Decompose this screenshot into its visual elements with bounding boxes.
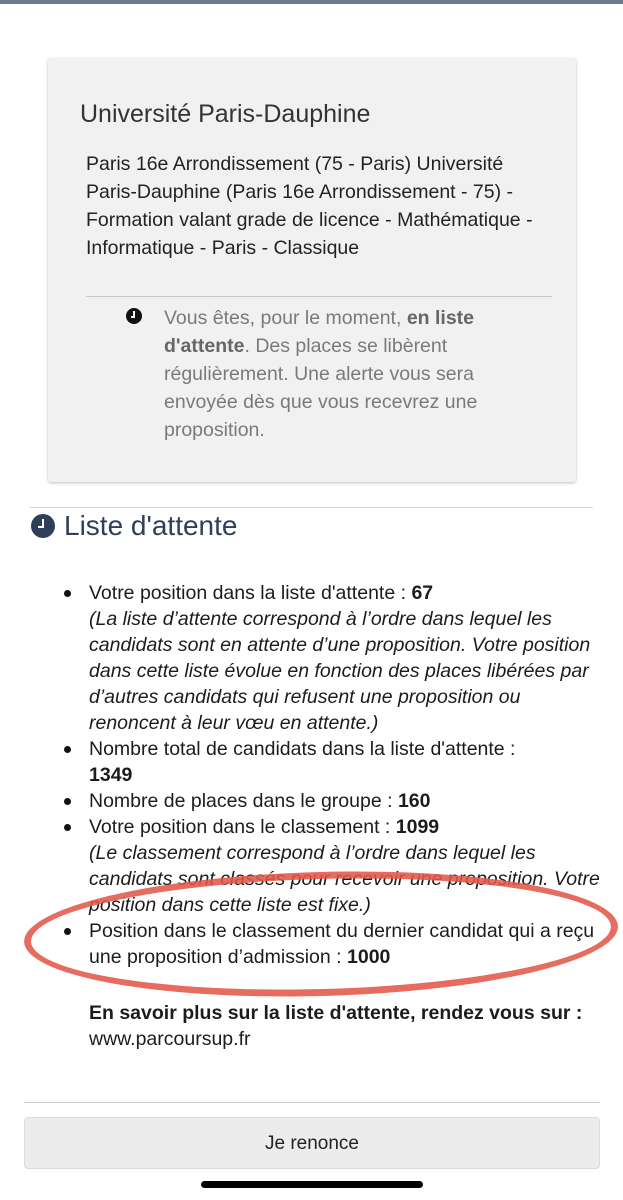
item-note: (La liste d’attente correspond à l’ordre dans lequel les candidats sont en attente d’une proposition. Votre position dans cette liste évolue en fonction des places libérées par d’autres candidats qui refusent une proposition ou renoncent à leur vœu en attente.) <box>89 608 591 734</box>
list-item <box>64 788 604 814</box>
item-value: 160 <box>397 790 431 812</box>
more-info <box>89 1000 589 1052</box>
bullet-icon <box>64 746 71 753</box>
bottom-divider <box>24 1102 600 1103</box>
bullet-icon <box>64 798 71 805</box>
parcoursup-link[interactable]: www.parcoursup.fr <box>89 1028 251 1050</box>
status-text-bold: en liste d'attente <box>164 307 475 357</box>
list-item <box>64 736 604 788</box>
item-value: 1349 <box>89 764 133 786</box>
waitlist-status-message <box>164 304 524 444</box>
item-value: 1099 <box>395 816 440 838</box>
card-title: Université Paris-Dauphine <box>80 100 371 128</box>
item-value: 1000 <box>347 946 391 968</box>
home-indicator <box>201 1181 423 1188</box>
renounce-button[interactable]: Je renonce <box>24 1117 600 1169</box>
section-title: Liste d'attente <box>64 510 238 541</box>
card-divider <box>86 296 552 297</box>
bullet-icon <box>64 590 71 597</box>
clock-icon <box>126 308 142 324</box>
item-label: Votre position dans le classement : <box>89 816 396 838</box>
item-label: Position dans le classement du dernier candidat qui a reçu une proposition d’admission : <box>89 920 595 968</box>
item-note: (Le classement correspond à l’ordre dans lequel les candidats sont classés pour recevoir une proposition. Votre position dans cette liste est fixe.) <box>89 842 600 916</box>
item-label: Nombre total de candidats dans la liste d'attente : <box>89 738 516 760</box>
formation-description: Paris 16e Arrondissement (75 - Paris) Université Paris-Dauphine (Paris 16e Arrondissement - 75) - Formation valant grade de licence - Mathématique - Informatique - Paris - Classique <box>86 153 533 259</box>
item-label: Nombre de places dans le groupe : <box>89 790 398 812</box>
list-item <box>64 580 604 736</box>
item-value: 67 <box>411 582 434 604</box>
top-bar <box>0 0 623 4</box>
item-label: Votre position dans la liste d'attente : <box>89 582 412 604</box>
status-text-pre: Vous êtes, pour le moment, <box>164 307 407 329</box>
clock-icon <box>31 514 55 538</box>
bullet-icon <box>64 824 71 831</box>
status-text-post: . Des places se libèrent régulièrement. Une alerte vous sera envoyée dès que vous recevrez une proposition. <box>164 335 478 441</box>
more-info-text: En savoir plus sur la liste d'attente, rendez vous sur : <box>89 1002 583 1024</box>
formation-card <box>48 58 576 482</box>
section-divider <box>30 507 593 508</box>
